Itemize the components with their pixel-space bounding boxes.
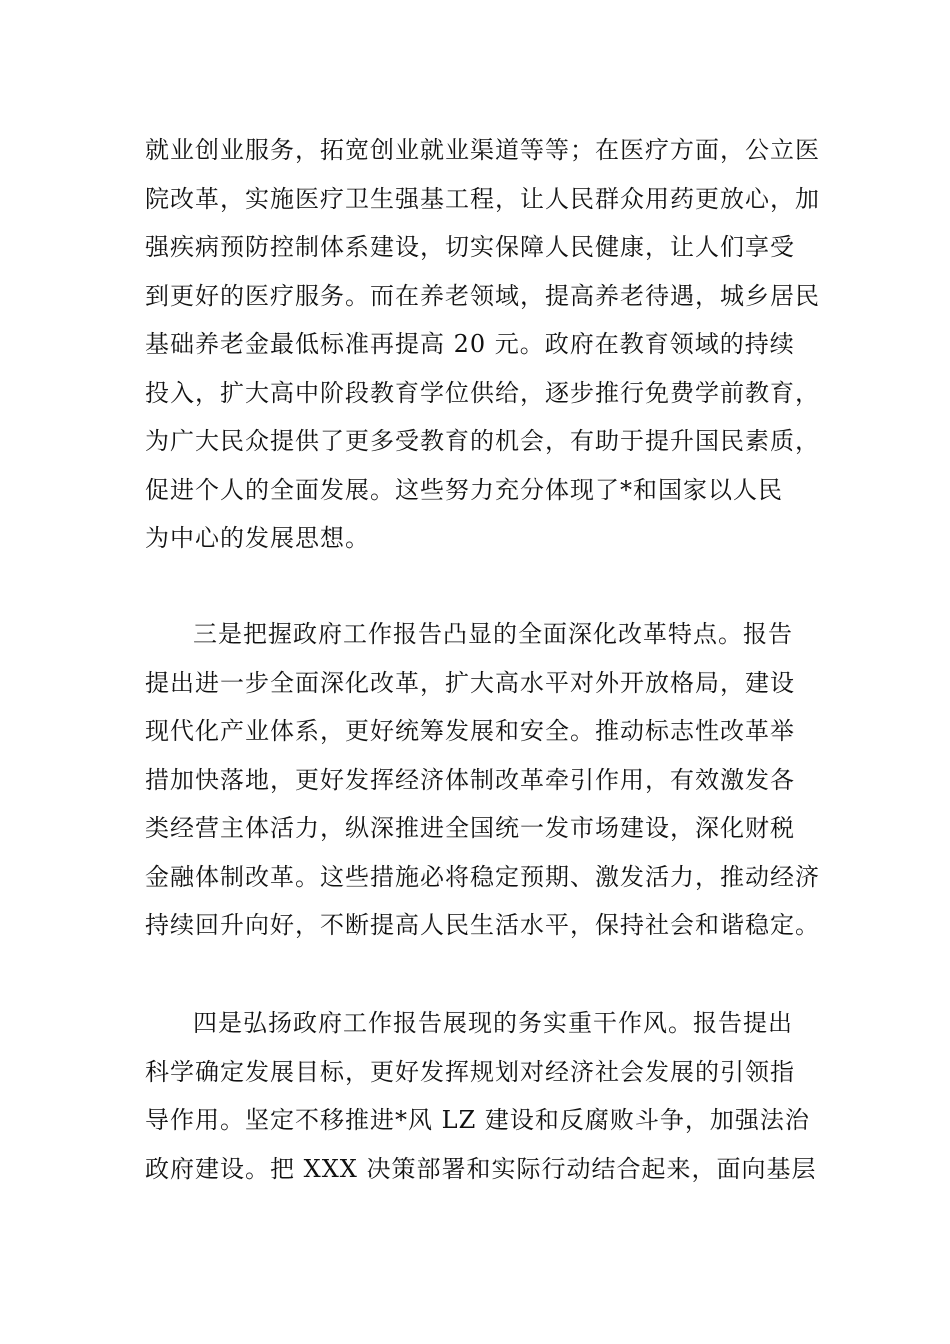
paragraph-reform <box>145 610 825 950</box>
text-line: 强疾病预防控制体系建设，切实保障人民健康，让人们享受 <box>145 233 795 261</box>
text-line: 提出进一步全面深化改革，扩大高水平对外开放格局，建设 <box>145 668 795 697</box>
text-line: 为广大民众提供了更多受教育的机会，有助于提升国民素质， <box>145 427 820 455</box>
text-line: 到更好的医疗服务。而在养老领域，提高养老待遇，城乡居民 <box>145 281 820 310</box>
paragraph-work-style <box>145 999 825 1193</box>
text-line: 为中心的发展思想。 <box>145 524 370 552</box>
text-line: 院改革，实施医疗卫生强基工程，让人民群众用药更放心，加 <box>145 184 820 213</box>
text-line: 就业创业服务，拓宽创业就业渠道等等；在医疗方面，公立医 <box>145 136 820 164</box>
text-line: 投入，扩大高中阶段教育学位供给，逐步推行免费学前教育， <box>145 378 820 407</box>
text-line: 科学确定发展目标，更好发挥规划对经济社会发展的引领指 <box>145 1057 795 1086</box>
text-line: 持续回升向好，不断提高人民生活水平，保持社会和谐稳定。 <box>145 911 820 939</box>
text-line: 现代化产业体系，更好统筹发展和安全。推动标志性改革举 <box>145 717 795 745</box>
text-line: 政府建设。把 XXX 决策部署和实际行动结合起来，面向基层 <box>145 1154 817 1183</box>
text-line: 导作用。坚定不移推进*风 LZ 建设和反腐败斗争，加强法治 <box>145 1106 810 1134</box>
paragraph-healthcare-education <box>145 126 825 563</box>
text-line: 基础养老金最低标准再提高 20 元。政府在教育领域的持续 <box>145 330 795 358</box>
text-line: 金融体制改革。这些措施必将稳定预期、激发活力，推动经济 <box>145 862 820 891</box>
text-line-first: 三是把握政府工作报告凸显的全面深化改革特点。报告 <box>193 620 793 648</box>
text-line-first: 四是弘扬政府工作报告展现的务实重干作风。报告提出 <box>193 1009 793 1037</box>
text-line: 促进个人的全面发展。这些努力充分体现了*和国家以人民 <box>145 475 783 504</box>
text-line: 措加快落地，更好发挥经济体制改革牵引作用，有效激发各 <box>145 765 795 794</box>
text-line: 类经营主体活力，纵深推进全国统一发市场建设，深化财税 <box>145 814 795 842</box>
